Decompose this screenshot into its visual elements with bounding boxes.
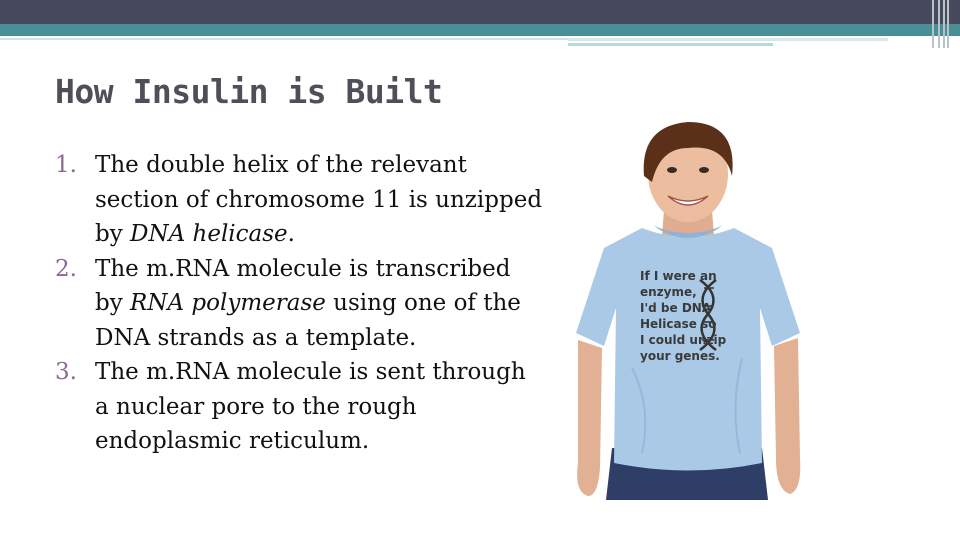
list-item-text: The m.RNA molecule is transcribed by xyxy=(95,255,511,316)
shirt-text: I could unzip xyxy=(640,333,727,347)
list-item-text: using one of the DNA strands as a template. xyxy=(95,290,521,351)
list-item-text: The m.RNA molecule is sent through a nuclear pore to the rough endoplasmic reticulum. xyxy=(95,359,526,454)
header-accent-line xyxy=(568,38,888,41)
header-accent-line xyxy=(568,43,773,46)
list-item-number: 2. xyxy=(55,255,77,282)
list-item-number: 3. xyxy=(55,359,77,385)
header-dark-bar xyxy=(0,0,960,24)
list-item-text: . xyxy=(287,221,295,247)
list-item xyxy=(55,148,545,252)
header-vertical-stripes xyxy=(930,0,960,48)
list-item xyxy=(55,252,545,356)
header-teal-band xyxy=(0,24,960,36)
list-item xyxy=(55,355,545,459)
header-accent-line xyxy=(0,38,570,40)
list-item-term: DNA helicase xyxy=(130,221,288,247)
shirt-text: Helicase so xyxy=(640,317,717,331)
list-item-text: The double helix of the relevant section of chromosome 11 is unzipped by xyxy=(95,152,543,247)
steps-list xyxy=(55,148,545,459)
shirt-text: If I were an xyxy=(640,269,717,283)
boy-tshirt-photo xyxy=(572,118,804,500)
list-item-number: 1. xyxy=(55,152,77,178)
shirt-text: enzyme, xyxy=(640,285,697,299)
shirt-text: I'd be DNA xyxy=(640,301,712,315)
slide-title: How Insulin is Built xyxy=(55,72,443,111)
shirt-text: your genes. xyxy=(640,349,720,363)
list-item-term: RNA polymerase xyxy=(130,290,326,316)
